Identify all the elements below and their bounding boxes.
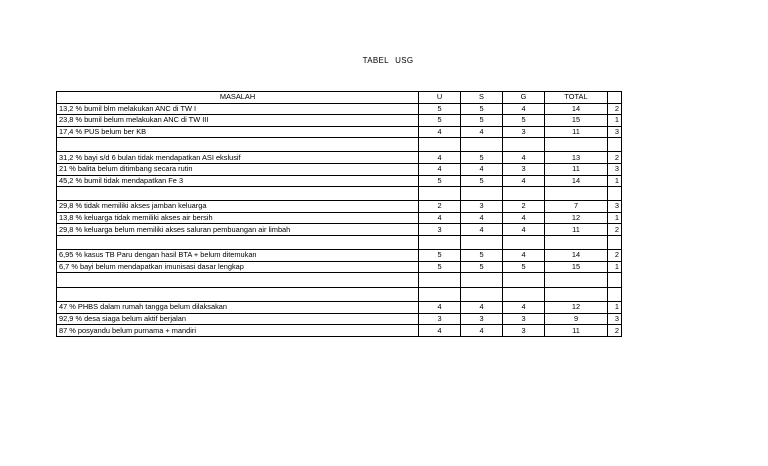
cell-g: 5	[503, 115, 545, 127]
cell-masalah: 47 % PHBS dalam rumah tangga belum dilaksakan	[57, 302, 419, 314]
cell-total: 15	[545, 261, 608, 273]
cell-g: 4	[503, 103, 545, 115]
cell-rank: 1	[608, 261, 622, 273]
cell-rank: 1	[608, 175, 622, 187]
table-row	[57, 163, 622, 175]
cell-masalah: 17,4 % PUS belum ber KB	[57, 126, 419, 138]
cell-total: 11	[545, 224, 608, 236]
empty-cell	[503, 235, 545, 249]
cell-g: 2	[503, 201, 545, 213]
spacer-row	[57, 235, 622, 249]
cell-s: 4	[461, 302, 503, 314]
cell-u: 4	[419, 152, 461, 164]
empty-cell	[57, 288, 419, 302]
cell-g: 4	[503, 212, 545, 224]
header-masalah: MASALAH	[57, 92, 419, 104]
empty-cell	[461, 288, 503, 302]
empty-cell	[545, 235, 608, 249]
cell-rank: 2	[608, 152, 622, 164]
empty-cell	[545, 288, 608, 302]
table-row	[57, 212, 622, 224]
cell-s: 5	[461, 175, 503, 187]
spacer-row	[57, 187, 622, 201]
cell-rank: 3	[608, 201, 622, 213]
empty-cell	[545, 187, 608, 201]
cell-rank: 1	[608, 212, 622, 224]
cell-g: 4	[503, 152, 545, 164]
cell-s: 4	[461, 126, 503, 138]
cell-masalah: 92,9 % desa siaga belum aktif berjalan	[57, 313, 419, 325]
spacer-row	[57, 138, 622, 152]
cell-s: 5	[461, 103, 503, 115]
cell-u: 4	[419, 302, 461, 314]
cell-u: 3	[419, 224, 461, 236]
cell-g: 3	[503, 325, 545, 337]
empty-cell	[461, 235, 503, 249]
cell-total: 14	[545, 103, 608, 115]
header-u: U	[419, 92, 461, 104]
cell-u: 4	[419, 126, 461, 138]
cell-rank: 2	[608, 325, 622, 337]
cell-s: 4	[461, 224, 503, 236]
table-row	[57, 201, 622, 213]
empty-cell	[419, 273, 461, 288]
cell-rank: 2	[608, 249, 622, 261]
cell-masalah: 29,8 % tidak memiliki akses jamban keluarga	[57, 201, 419, 213]
empty-cell	[503, 288, 545, 302]
cell-u: 5	[419, 249, 461, 261]
cell-rank: 3	[608, 313, 622, 325]
empty-cell	[608, 273, 622, 288]
cell-total: 11	[545, 325, 608, 337]
header-total: TOTAL	[545, 92, 608, 104]
empty-cell	[461, 187, 503, 201]
table-row	[57, 103, 622, 115]
cell-masalah: 31,2 % bayi s/d 6 bulan tidak mendapatkan ASI ekslusif	[57, 152, 419, 164]
cell-u: 5	[419, 115, 461, 127]
cell-masalah: 21 % balita belum ditimbang secara rutin	[57, 163, 419, 175]
cell-u: 4	[419, 163, 461, 175]
table-row	[57, 325, 622, 337]
cell-s: 5	[461, 152, 503, 164]
cell-g: 4	[503, 249, 545, 261]
table-row	[57, 249, 622, 261]
empty-cell	[461, 273, 503, 288]
cell-total: 12	[545, 212, 608, 224]
cell-u: 4	[419, 325, 461, 337]
table-row	[57, 152, 622, 164]
cell-u: 5	[419, 103, 461, 115]
cell-total: 7	[545, 201, 608, 213]
empty-cell	[419, 235, 461, 249]
cell-g: 4	[503, 302, 545, 314]
empty-cell	[545, 138, 608, 152]
cell-masalah: 45,2 % bumil tidak mendapatkan Fe 3	[57, 175, 419, 187]
cell-s: 3	[461, 201, 503, 213]
empty-cell	[57, 235, 419, 249]
cell-s: 5	[461, 115, 503, 127]
empty-cell	[503, 273, 545, 288]
cell-g: 4	[503, 224, 545, 236]
empty-cell	[461, 138, 503, 152]
empty-cell	[503, 138, 545, 152]
table-body	[57, 103, 622, 336]
cell-total: 14	[545, 175, 608, 187]
cell-masalah: 87 % posyandu belum purnama + mandiri	[57, 325, 419, 337]
spacer-row	[57, 288, 622, 302]
cell-rank: 3	[608, 163, 622, 175]
cell-s: 5	[461, 261, 503, 273]
usg-table	[56, 91, 622, 337]
empty-cell	[57, 187, 419, 201]
empty-cell	[419, 288, 461, 302]
empty-cell	[608, 288, 622, 302]
cell-total: 11	[545, 126, 608, 138]
cell-s: 4	[461, 325, 503, 337]
cell-total: 9	[545, 313, 608, 325]
cell-total: 14	[545, 249, 608, 261]
cell-rank: 2	[608, 103, 622, 115]
cell-u: 3	[419, 313, 461, 325]
cell-total: 11	[545, 163, 608, 175]
table-row	[57, 313, 622, 325]
empty-cell	[419, 187, 461, 201]
cell-u: 4	[419, 212, 461, 224]
cell-rank: 1	[608, 302, 622, 314]
cell-total: 12	[545, 302, 608, 314]
table-title: TABEL USG	[362, 56, 414, 65]
empty-cell	[57, 138, 419, 152]
empty-cell	[503, 187, 545, 201]
cell-total: 15	[545, 115, 608, 127]
table-row	[57, 175, 622, 187]
table-row	[57, 115, 622, 127]
cell-u: 5	[419, 175, 461, 187]
cell-rank: 3	[608, 126, 622, 138]
cell-g: 3	[503, 163, 545, 175]
empty-cell	[608, 235, 622, 249]
cell-g: 3	[503, 126, 545, 138]
header-s: S	[461, 92, 503, 104]
cell-s: 3	[461, 313, 503, 325]
cell-masalah: 29,8 % keluarga belum memiliki akses saluran pembuangan air limbah	[57, 224, 419, 236]
empty-cell	[419, 138, 461, 152]
empty-cell	[545, 273, 608, 288]
table-row	[57, 302, 622, 314]
cell-masalah: 13,8 % keluarga tidak memiliki akses air bersih	[57, 212, 419, 224]
cell-total: 13	[545, 152, 608, 164]
cell-g: 3	[503, 313, 545, 325]
table-row	[57, 261, 622, 273]
cell-masalah: 23,8 % bumil belum melakukan ANC di TW III	[57, 115, 419, 127]
cell-rank: 2	[608, 224, 622, 236]
table-row	[57, 224, 622, 236]
empty-cell	[57, 273, 419, 288]
spacer-row	[57, 273, 622, 288]
table-row	[57, 126, 622, 138]
empty-cell	[608, 187, 622, 201]
cell-g: 5	[503, 261, 545, 273]
empty-cell	[608, 138, 622, 152]
cell-rank: 1	[608, 115, 622, 127]
cell-s: 4	[461, 212, 503, 224]
cell-u: 2	[419, 201, 461, 213]
cell-u: 5	[419, 261, 461, 273]
table-header-row	[57, 92, 622, 104]
cell-g: 4	[503, 175, 545, 187]
cell-masalah: 6,95 % kasus TB Paru dengan hasil BTA + belum ditemukan	[57, 249, 419, 261]
cell-s: 5	[461, 249, 503, 261]
header-rank	[608, 92, 622, 104]
cell-s: 4	[461, 163, 503, 175]
cell-masalah: 6,7 % bayi belum mendapatkan imunisasi dasar lengkap	[57, 261, 419, 273]
cell-masalah: 13,2 % bumil blm melakukan ANC di TW I	[57, 103, 419, 115]
header-g: G	[503, 92, 545, 104]
